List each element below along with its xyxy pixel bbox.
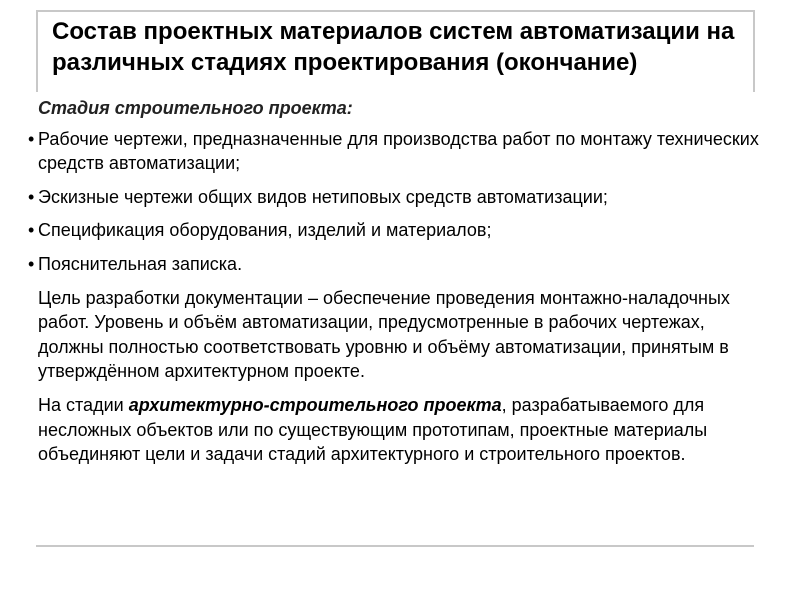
list-item-text: Пояснительная записка.: [38, 253, 243, 274]
paragraph-suffix: , разрабатываемого для несложных объектов или по существующим прототипам, проектные материалы объединяют цели и задачи стадий архитектурного и строительного проектов.: [38, 394, 708, 465]
bullet-list: [30, 127, 770, 277]
list-item: [30, 127, 770, 176]
list-item: [30, 185, 770, 210]
bullet-icon: •: [28, 253, 35, 274]
list-item-text: Рабочие чертежи, предназначенные для производства работ по монтажу технических средств автоматизации;: [38, 128, 759, 174]
stage-heading: Стадия строительного проекта:: [38, 98, 353, 118]
bullet-icon: •: [28, 128, 35, 149]
emphasized-term: архитектурно-строительного проекта: [128, 394, 502, 415]
bottom-divider: [36, 545, 754, 547]
goal-paragraph: Цель разработки документации – обеспечение проведения монтажно-наладочных работ. Уровень и объём автоматизации, предусмотренные в рабочих чертежах, должны полностью соответствовать уровню и объёму автоматизации, принятым в утверждённом архитектурном проекте.: [38, 287, 730, 382]
bullet-icon: •: [28, 220, 35, 241]
list-item: [30, 218, 770, 243]
paragraph-prefix: На стадии: [38, 394, 129, 415]
list-item-text: Спецификация оборудования, изделий и материалов;: [38, 220, 492, 241]
bullet-icon: •: [28, 186, 35, 207]
slide-content: [30, 96, 770, 476]
list-item: [30, 252, 770, 277]
slide-title: Состав проектных материалов систем автоматизации на различных стадиях проектирования (окончание): [52, 18, 735, 76]
architecture-paragraph: [38, 393, 770, 467]
list-item-text: Эскизные чертежи общих видов нетиповых средств автоматизации;: [38, 186, 608, 207]
